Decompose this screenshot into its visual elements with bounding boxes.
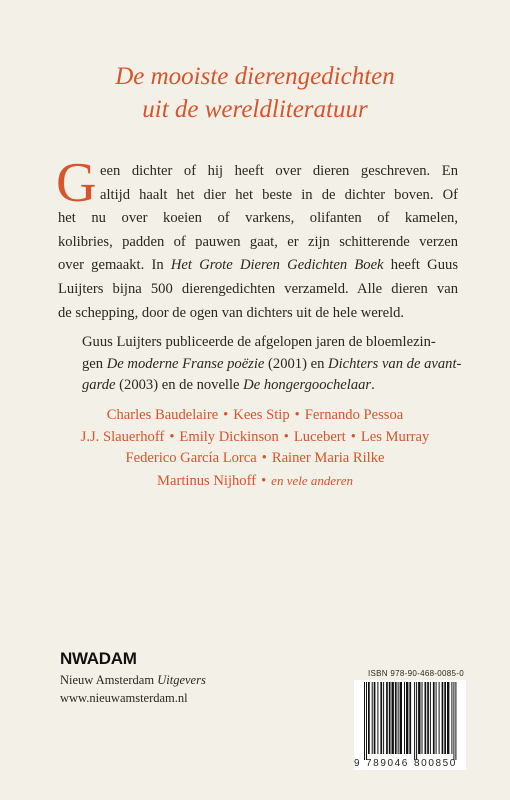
barcode-bar xyxy=(366,682,367,760)
poet-name: Lucebert xyxy=(293,428,346,445)
barcode-bar xyxy=(404,682,405,754)
barcode-bar xyxy=(442,682,444,754)
barcode-bar xyxy=(400,682,402,754)
drop-cap: G xyxy=(56,152,97,214)
barcode-bar xyxy=(447,682,449,754)
intro-line-4: kolibries, padden of pauwen gaat, er zijn schitterende verzen xyxy=(58,233,458,250)
barcode-bar xyxy=(368,682,370,754)
barcode-bar xyxy=(364,682,365,760)
intro-line-7: de schepping, door de ogen van dichters uit de hele wereld. xyxy=(58,304,405,321)
publisher-block xyxy=(60,648,206,706)
publisher-logo: NWADAM xyxy=(60,649,137,668)
barcode-bars xyxy=(354,680,466,760)
barcode-bar xyxy=(418,682,420,754)
intro-paragraph xyxy=(56,152,458,325)
barcode-bar xyxy=(389,682,391,754)
barcode-bar xyxy=(398,682,399,754)
author-note-line-2: gen De moderne Franse poëzie (2001) en Dichters van de avant- xyxy=(82,355,462,372)
barcode-bar xyxy=(453,682,454,760)
barcode-bar xyxy=(392,682,394,754)
barcode-bar xyxy=(427,682,429,754)
barcode-bar xyxy=(425,682,427,754)
publisher-url: www.nieuwamsterdam.nl xyxy=(60,691,188,705)
headline-line-1: De mooiste dierengedichten xyxy=(115,63,395,90)
barcode-bar xyxy=(436,682,437,754)
poet-name: J.J. Slauerhoff xyxy=(80,428,165,445)
poet-row-4: Martinus Nijhoff • en vele anderen xyxy=(157,472,353,489)
author-note-line-3: garde (2003) en de novelle De hongergoochelaar. xyxy=(82,377,375,393)
barcode-bar xyxy=(433,682,435,754)
barcode-bar xyxy=(406,682,408,754)
poet-name: Federico García Lorca xyxy=(125,450,257,466)
barcode-bar xyxy=(377,682,378,754)
barcode-bar xyxy=(374,682,376,754)
barcode-bar xyxy=(395,682,397,754)
publisher-name: Nieuw Amsterdam Uitgevers xyxy=(60,673,206,687)
barcode-bar xyxy=(422,682,423,754)
barcode-bar xyxy=(430,682,431,754)
intro-line-2: altijd haalt het dier het beste in de dichter boven. Of xyxy=(100,186,458,203)
barcode-bar xyxy=(386,682,388,754)
book-title: Het Grote Dieren Gedichten Boek xyxy=(170,257,384,274)
others-note: en vele anderen xyxy=(271,472,353,488)
barcode-bar xyxy=(455,682,456,760)
headline-line-2: uit de wereldliteratuur xyxy=(142,96,368,123)
poet-list xyxy=(0,405,510,492)
poet-name: Les Murray xyxy=(360,428,430,445)
poet-row-1: Charles Baudelaire • Kees Stip • Fernando Pessoa xyxy=(106,407,404,423)
barcode-bar xyxy=(416,682,417,760)
barcode-bar xyxy=(444,682,446,754)
poet-row-3: Federico García Lorca • Rainer Maria Rilke xyxy=(125,450,385,466)
poet-name: Martinus Nijhoff xyxy=(157,472,257,489)
poet-name: Fernando Pessoa xyxy=(304,407,404,423)
poet-name: Charles Baudelaire xyxy=(106,407,219,423)
poet-name: Kees Stip xyxy=(233,407,290,423)
barcode-bar xyxy=(451,682,452,754)
barcode: 9 789046 800850 xyxy=(354,680,466,770)
intro-line-3: het nu over koeien of varkens, olifanten of kamelen, xyxy=(58,210,458,227)
barcode-bar xyxy=(372,682,373,754)
poet-row-2: J.J. Slauerhoff • Emily Dickinson • Lucebert • Les Murray xyxy=(80,428,430,445)
barcode-bar xyxy=(380,682,382,754)
intro-line-6: Luijters bijna 500 dierengedichten verzameld. Alle dieren van xyxy=(58,280,458,297)
intro-line-1: een dichter of hij heeft over dieren geschreven. En xyxy=(100,163,458,179)
barcode-bar xyxy=(439,682,440,754)
author-note-line-1: Guus Luijters publiceerde de afgelopen jaren de bloemlezin- xyxy=(82,334,436,350)
barcode-bar xyxy=(414,682,415,760)
barcode-bar xyxy=(409,682,411,754)
poet-name: Rainer Maria Rilke xyxy=(271,450,385,466)
isbn-label: ISBN 978-90-468-0085-0 xyxy=(368,669,464,678)
barcode-bar xyxy=(383,682,384,754)
headline xyxy=(0,60,510,126)
poet-name: Emily Dickinson xyxy=(179,428,279,445)
intro-line-5: over gemaakt. In Het Grote Dieren Gedichten Boek heeft Guus xyxy=(58,257,458,274)
author-note xyxy=(82,332,462,397)
